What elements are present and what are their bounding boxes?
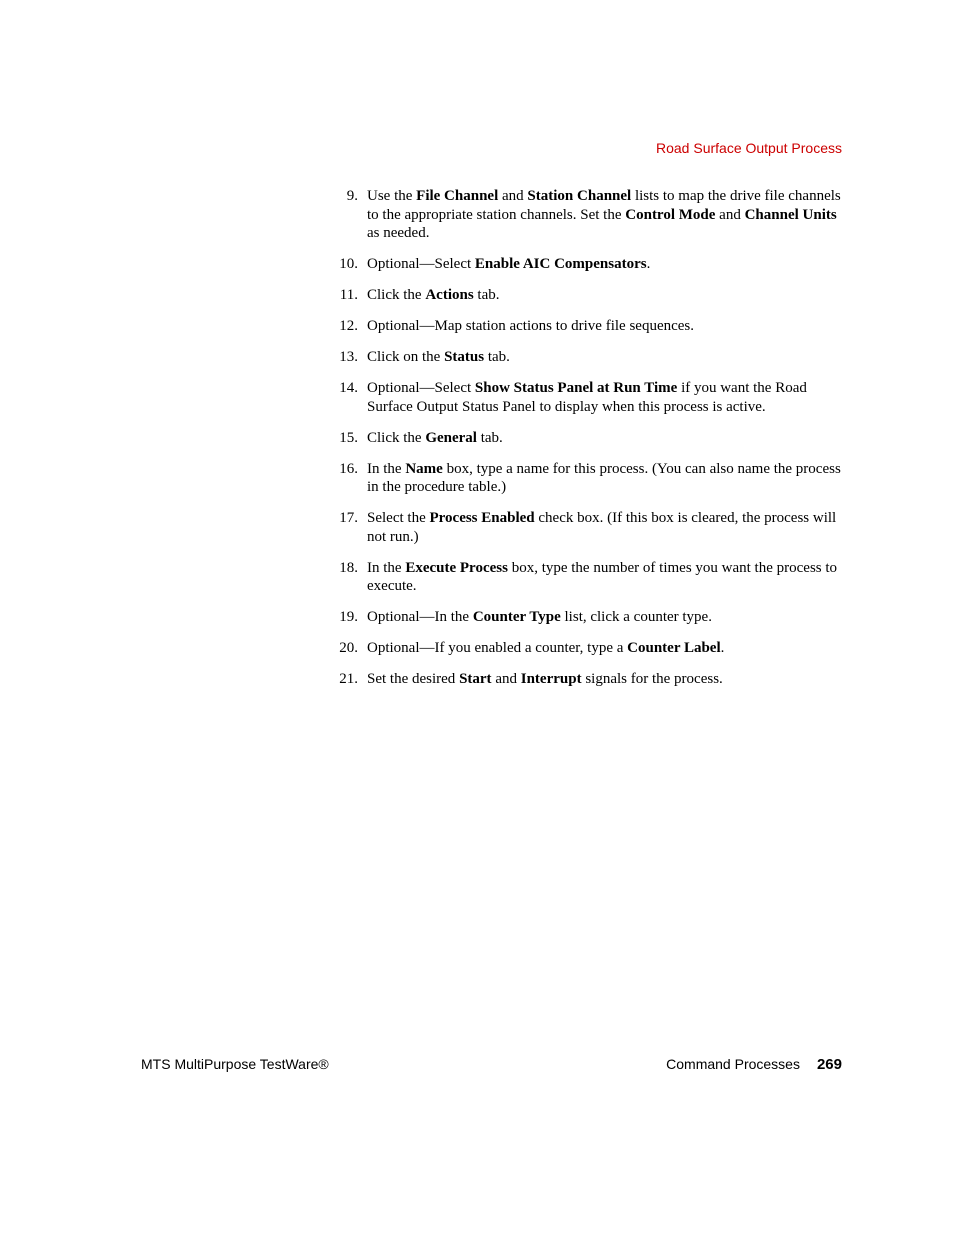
step-text — [367, 287, 500, 303]
step-text-run: tab. — [484, 349, 510, 365]
step-text — [367, 349, 510, 365]
running-header-title: Road Surface Output Process — [656, 140, 842, 156]
ui-term: Execute Process — [405, 559, 508, 576]
step-text-run: Click the — [367, 287, 426, 303]
step-text-run: as needed. — [367, 225, 430, 241]
step-text-run: In the — [367, 460, 406, 477]
step-text — [367, 671, 723, 687]
ui-term: Show Status Panel at Run Time — [474, 380, 678, 396]
step-text-run: and — [491, 671, 521, 687]
ui-term: Process Enabled — [429, 510, 535, 526]
step-number: 11. — [339, 287, 358, 303]
step-item — [330, 187, 842, 243]
step-number: 14. — [339, 380, 358, 396]
step-text — [367, 256, 650, 272]
step-text-run: Optional—In the — [367, 609, 473, 625]
ui-term: General — [425, 429, 477, 446]
page-number: 269 — [816, 1056, 842, 1073]
footer-page-info — [666, 1056, 842, 1073]
step-number: 9. — [346, 188, 358, 204]
ui-term: Channel Units — [744, 206, 837, 223]
step-text-run: lists to map the drive file channels to the appropriate station channels. Set the — [367, 188, 841, 223]
ui-term: Actions — [425, 287, 474, 303]
ui-term: Name — [405, 460, 443, 477]
step-text-run: if you want the Road Surface Output Status Panel to display when this process is active. — [367, 380, 807, 415]
step-text — [367, 510, 836, 545]
step-number: 19. — [339, 609, 358, 625]
step-item — [330, 559, 842, 596]
step-text-run: Optional—Select — [367, 256, 475, 272]
step-number: 10. — [339, 256, 358, 272]
step-text — [367, 318, 694, 334]
step-number: 13. — [339, 349, 358, 365]
step-item — [330, 670, 842, 689]
step-text — [367, 430, 503, 446]
step-text-run: Optional—Select — [367, 380, 475, 396]
ui-term: Station Channel — [527, 188, 632, 204]
footer-section-name: Command Processes — [666, 1056, 800, 1072]
step-text — [367, 188, 841, 241]
ui-term: Start — [459, 671, 492, 687]
step-item — [330, 255, 842, 274]
ui-term: File Channel — [416, 188, 499, 204]
step-text-run: Select the — [367, 510, 430, 526]
ui-term: Enable AIC Compensators — [474, 256, 647, 272]
step-item — [330, 460, 842, 497]
step-number: 17. — [339, 510, 358, 526]
step-text — [367, 461, 841, 496]
step-text-run: Click on the — [367, 349, 445, 365]
step-text-run: tab. — [476, 429, 503, 446]
step-text-run: Click the — [367, 429, 426, 446]
step-text-run: box, type a name for this process. (You can also name the process in the procedure table.) — [367, 460, 841, 495]
step-text — [367, 560, 837, 595]
step-item — [330, 429, 842, 448]
step-number: 16. — [339, 460, 358, 477]
step-text-run: and — [715, 206, 745, 223]
step-item — [330, 348, 842, 367]
step-item — [330, 379, 842, 416]
step-text — [367, 380, 807, 415]
step-text-run: In the — [367, 559, 406, 576]
step-number: 20. — [339, 640, 358, 656]
ui-term: Status — [444, 349, 485, 365]
step-text-run: Optional—Map station actions to drive file sequences. — [367, 318, 695, 334]
step-item — [330, 317, 842, 336]
step-text-run: and — [498, 188, 528, 204]
step-text-run: . — [720, 640, 725, 656]
step-text-run: signals for the process. — [581, 671, 723, 687]
step-number: 18. — [339, 559, 358, 576]
step-text — [367, 640, 724, 656]
step-text-run: Optional—If you enabled a counter, type a — [367, 640, 628, 656]
ui-term: Counter Label — [627, 640, 721, 656]
step-text-run: Set the desired — [367, 671, 460, 687]
step-item — [330, 639, 842, 658]
step-text-run: Use the — [367, 188, 417, 204]
step-item — [330, 608, 842, 627]
step-number: 15. — [339, 429, 358, 446]
step-text-run: . — [646, 256, 651, 272]
step-text-run: box, type the number of times you want the process to execute. — [367, 559, 838, 594]
step-text-run: tab. — [473, 287, 500, 303]
step-item — [330, 286, 842, 305]
step-item — [330, 509, 842, 546]
ui-term: Counter Type — [472, 609, 561, 625]
ui-term: Control Mode — [625, 206, 716, 223]
procedure-steps-list — [330, 187, 842, 701]
step-text-run: check box. (If this box is cleared, the process will not run.) — [367, 510, 837, 545]
step-number: 21. — [339, 671, 358, 687]
step-text-run: list, click a counter type. — [560, 609, 712, 625]
step-number: 12. — [339, 318, 358, 334]
step-text — [367, 609, 712, 625]
ui-term: Interrupt — [520, 671, 582, 687]
footer-product-name: MTS MultiPurpose TestWare® — [141, 1056, 329, 1072]
